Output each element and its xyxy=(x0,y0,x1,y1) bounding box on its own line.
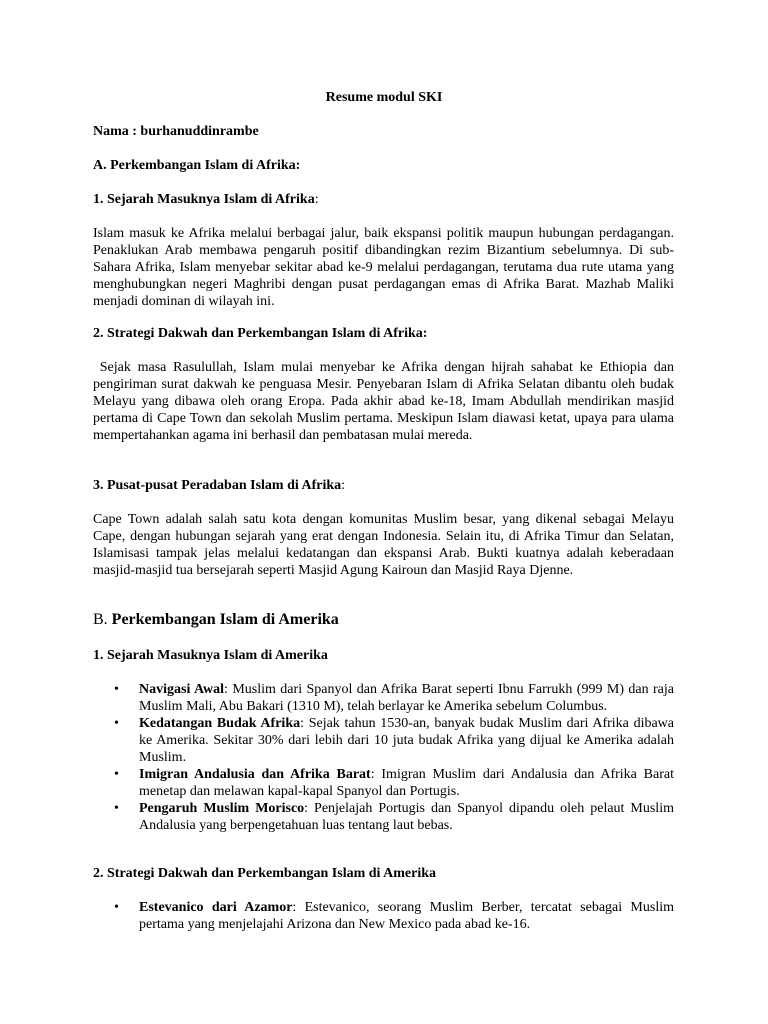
list-item-term: Imigran Andalusia dan Afrika Barat xyxy=(139,767,371,782)
list-item xyxy=(93,715,674,766)
list-item-term: Estevanico dari Azamor xyxy=(139,900,293,915)
name-line: Nama : burhanuddinrambe xyxy=(93,124,259,139)
list-item xyxy=(93,766,674,800)
bullet: • xyxy=(114,801,119,816)
list-item-text: : Sejak tahun 1530-an, banyak budak Muslim dari Afrika dibawa ke Amerika. Sekitar 30% dari lebih dari 10 juta budak Afrika yang dijual ke Amerika adalah Muslim. xyxy=(139,716,674,765)
section-a3-heading-text: 3. Pusat-pusat Peradaban Islam di Afrika xyxy=(93,478,342,493)
section-a1-heading xyxy=(93,191,674,208)
section-a3-heading xyxy=(93,477,674,494)
section-a3-paragraph: Cape Town adalah salah satu kota dengan komunitas Muslim besar, yang dikenal sebagai Melayu Cape, dengan hubungan sejarah yang erat dengan Indonesia. Selain itu, di Afrika Timur dan Selatan, Islamisasi tampak jelas melalui kedatangan dan ekspansi Arab. Bukti kuatnya adalah keberadaan masjid-masjid tua bersejarah seperti Masjid Agung Kairoun dan Masjid Raya Djenne. xyxy=(93,512,674,578)
section-b-prefix: B. xyxy=(93,611,112,628)
section-a3-heading-colon: : xyxy=(341,478,346,493)
section-a2-heading: 2. Strategi Dakwah dan Perkembangan Islam di Afrika: xyxy=(93,326,428,341)
section-a1-heading-text: 1. Sejarah Masuknya Islam di Afrika xyxy=(93,192,315,207)
section-b-heading xyxy=(93,611,674,628)
document-title: Resume modul SKI xyxy=(325,90,443,105)
bullet: • xyxy=(114,716,119,731)
section-b2-list xyxy=(93,899,674,933)
bullet: • xyxy=(114,900,119,915)
section-b2-heading: 2. Strategi Dakwah dan Perkembangan Islam di Amerika xyxy=(93,866,437,881)
list-item-text: : Muslim dari Spanyol dan Afrika Barat seperti Ibnu Farrukh (999 M) dan raja Muslim Mali, Abu Bakari (1310 M), telah berlayar ke Amerika sebelum Columbus. xyxy=(139,682,674,714)
list-item xyxy=(93,899,674,933)
section-a-heading: A. Perkembangan Islam di Afrika: xyxy=(93,158,301,173)
bullet: • xyxy=(114,767,119,782)
list-item xyxy=(93,800,674,834)
section-b1-list xyxy=(93,681,674,834)
bullet: • xyxy=(114,682,119,697)
list-item xyxy=(93,681,674,715)
list-item-text: : Estevanico, seorang Muslim Berber, tercatat sebagai Muslim pertama yang menjelajahi Arizona dan New Mexico pada abad ke-16. xyxy=(139,900,674,932)
section-a1-paragraph: Islam masuk ke Afrika melalui berbagai jalur, baik ekspansi politik maupun hubungan perdagangan. Penaklukan Arab membawa pengaruh positif dibandingkan rezim Bizantium sebelumnya. Di sub-Sahara Afrika, Islam menyebar sekitar abad ke-9 melalui perdagangan, terutama dua rute utama yang menghubungkan negeri Maghribi dengan pusat perdagangan emas di Afrika Barat. Mazhab Maliki menjadi dominan di wilayah ini. xyxy=(93,226,674,309)
list-item-term: Kedatangan Budak Afrika xyxy=(139,716,301,731)
list-item-text: : Penjelajah Portugis dan Spanyol dipandu oleh pelaut Muslim Andalusia yang berpengetahuan luas tentang laut bebas. xyxy=(139,801,674,833)
section-b-heading-text: Perkembangan Islam di Amerika xyxy=(111,611,339,628)
section-a2-paragraph: Sejak masa Rasulullah, Islam mulai menyebar ke Afrika dengan hijrah sahabat ke Ethiopia dan pengiriman surat dakwah ke penguasa Mesir. Penyebaran Islam di Afrika Selatan dibantu oleh budak Melayu yang dibawa oleh orang Eropa. Pada akhir abad ke-18, Imam Abdullah mendirikan masjid pertama di Cape Town dan sekolah Muslim pertama. Meskipun Islam diawasi ketat, upaya para ulama mempertahankan agama ini berhasil dan pembatasan mulai mereda. xyxy=(93,360,678,443)
list-item-term: Navigasi Awal xyxy=(139,682,225,697)
list-item-term: Pengaruh Muslim Morisco xyxy=(139,801,305,816)
list-item-text: : Imigran Muslim dari Andalusia dan Afrika Barat menetap dan melawan kapal-kapal Spanyol dan Portugis. xyxy=(139,767,674,799)
section-a1-heading-colon: : xyxy=(314,192,319,207)
section-b1-heading: 1. Sejarah Masuknya Islam di Amerika xyxy=(93,648,328,663)
